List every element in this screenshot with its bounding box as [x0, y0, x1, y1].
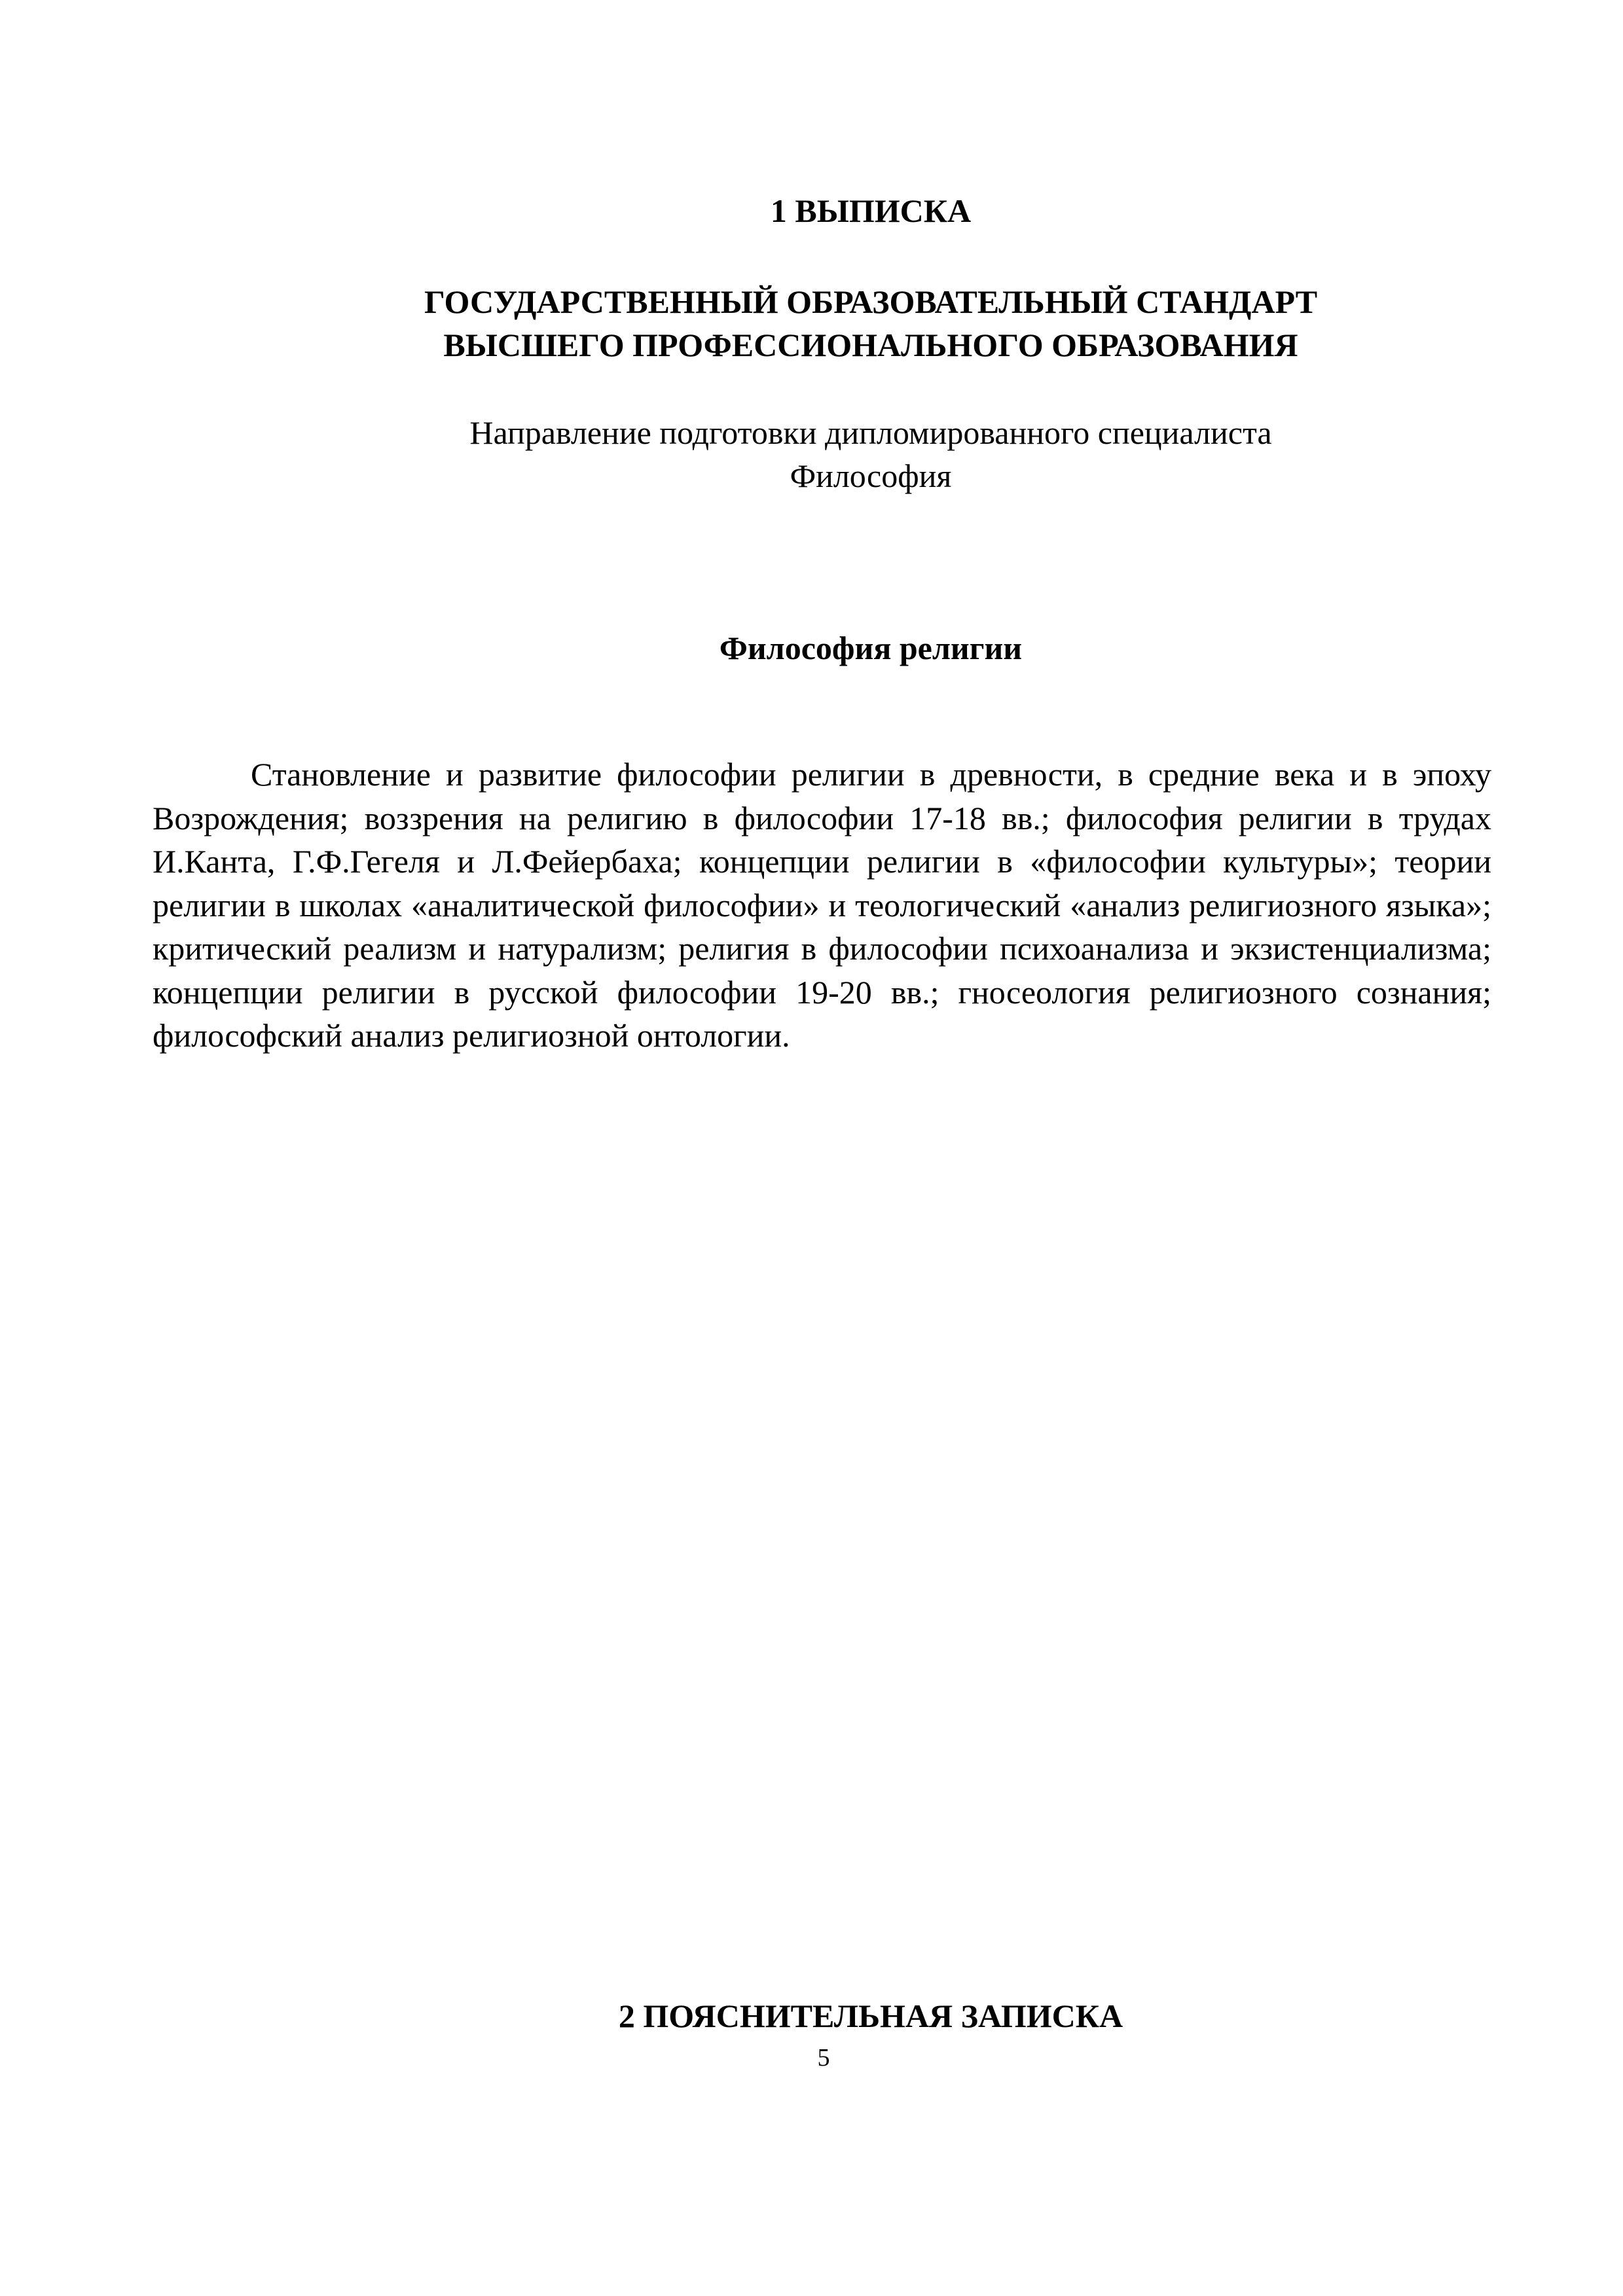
direction-label: Направление подготовки дипломированного специалиста	[469, 414, 1272, 451]
page-number: 5	[817, 2044, 830, 2072]
standard-title-line-1: ГОСУДАРСТВЕННЫЙ ОБРАЗОВАТЕЛЬНЫЙ СТАНДАРТ	[424, 283, 1318, 320]
direction-block	[0, 411, 1623, 497]
subject-title: Философия религии	[719, 630, 1023, 666]
section-2-title: 2 ПОЯСНИТЕЛЬНАЯ ЗАПИСКА	[618, 1998, 1123, 2034]
section-1-title: 1 ВЫПИСКА	[770, 192, 972, 229]
standard-title	[0, 280, 1623, 367]
body-paragraph: Становление и развитие философии религии в древности, в средние века и в эпоху Возрождения; воззрения на религию в философии 17-18 вв.; философия религии в трудах И.Канта, Г.Ф.Гегеля и Л.Фейербаха; концепции религии в «философии культуры»; теории религии в школах «аналитической философии» и теологический «анализ религиозного языка»; критический реализм и натурализм; религия в философии психоанализа и экзистенциализма; концепции религии в русской философии 19-20 вв.; гносеология религиозного сознания; философский анализ религиозной онтологии.	[153, 756, 1491, 1054]
direction-value: Философия	[790, 457, 952, 494]
standard-title-line-2: ВЫСШЕГО ПРОФЕССИОНАЛЬНОГО ОБРАЗОВАНИЯ	[443, 327, 1298, 363]
